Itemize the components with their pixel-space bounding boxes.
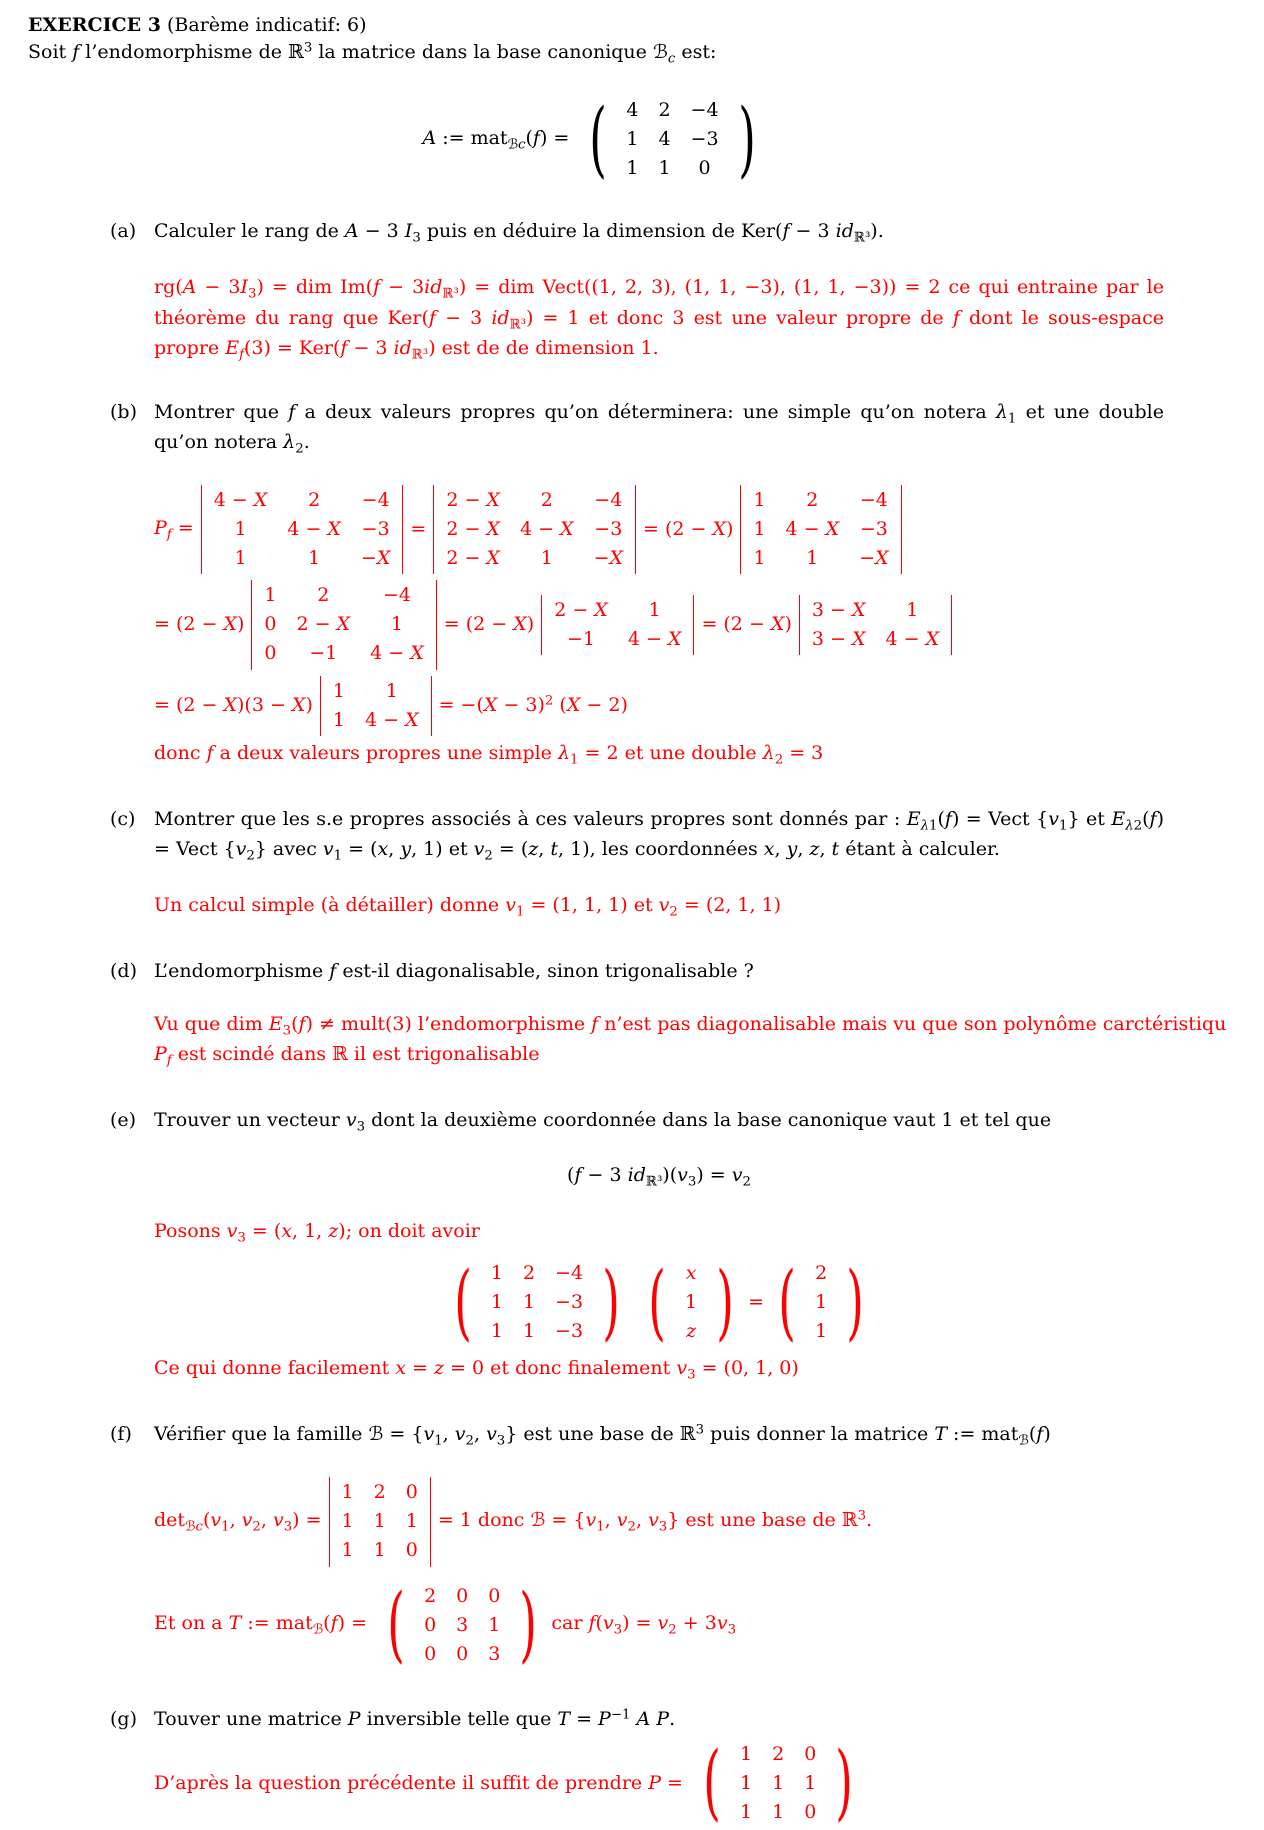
matrix-cell: −4 <box>382 584 411 607</box>
det-bar-icon <box>402 485 403 574</box>
display-equation-A <box>28 95 1164 184</box>
det-tail: = 1 donc ℬ = {$v_1$, $v_2$, $v_3$} est une base de ℝ$^3$. <box>437 1508 873 1535</box>
det-bar-icon <box>431 676 432 736</box>
matrix-cell: −4 <box>555 1261 584 1284</box>
matrix-cell: 1 <box>753 518 766 541</box>
matrix-cell: 1 <box>341 1510 354 1533</box>
char-poly-result: = $-(X - 3)^2$ (X − 2) <box>438 693 628 717</box>
left-paren-icon <box>454 1266 472 1340</box>
matrix-cell: 1 <box>772 1771 785 1794</box>
matrix-cell: 1 <box>234 547 247 570</box>
matrix-cell: 0 <box>488 1584 501 1607</box>
question-f-label: (f) <box>110 1423 132 1446</box>
matrix-cell: 4 − X <box>785 518 840 541</box>
answer-b-conclusion: donc f a deux valeurs propres une simple $\lambda_1 = 2$ et une double $\lambda_2 = 3$ <box>154 741 824 767</box>
matrix-cell: 4 − X <box>627 627 682 650</box>
factor-2-minus-X: = (2 − X) <box>701 613 792 636</box>
factor-2-minus-X: = (2 − X) <box>443 613 535 636</box>
matrix-cell: 2 <box>815 1261 828 1284</box>
right-paren-icon <box>846 1266 864 1340</box>
matrix-cell: 2 <box>658 99 671 122</box>
det-bar-icon <box>436 580 437 669</box>
vector-211 <box>771 1258 871 1347</box>
left-paren-icon <box>387 1588 405 1662</box>
determinant-3 <box>740 485 901 574</box>
matrix-cell: 4 − X <box>213 489 268 512</box>
matrix-cell: 1 <box>648 598 661 621</box>
question-b <box>110 399 1164 770</box>
matrix-cell: x <box>685 1261 697 1284</box>
question-e-label: (e) <box>110 1109 137 1132</box>
matrix-cell: 1 <box>626 128 639 151</box>
determinant-basis <box>329 1477 431 1566</box>
matrix-P <box>696 1739 860 1828</box>
answer-g <box>154 1739 1164 1828</box>
matrix-cell: 0 <box>405 1539 418 1562</box>
matrix-cell: 1 <box>341 1539 354 1562</box>
matrix-cell: 1 <box>264 584 277 607</box>
matrix-cell: 0 <box>804 1800 817 1823</box>
matrix-cell: 1 <box>685 1290 698 1313</box>
matrix-cell: 3 <box>488 1642 501 1665</box>
matrix-T <box>380 1581 544 1670</box>
left-paren-icon <box>778 1266 796 1340</box>
matrix-cell: −4 <box>859 489 888 512</box>
question-c <box>110 806 1164 922</box>
matrix-cell: 4 <box>626 99 639 122</box>
matrix-cell: 1 <box>332 708 345 731</box>
question-a-text: Calculer le rang de A − 3 $I_3$ puis en déduire la dimension de Ker(f − 3 $id_{ℝ^3}$). <box>154 220 884 246</box>
matrix-A-grid <box>614 95 730 184</box>
equals: = <box>410 518 427 541</box>
determinant-1 <box>201 485 404 574</box>
matrix-cell: 2 <box>308 489 321 512</box>
matrix-cell: −X <box>593 547 624 570</box>
answer-e-posons: Posons $v_3 = (x$, 1, z); on doit avoir <box>154 1219 480 1245</box>
matrix-cell: 3 − X <box>811 598 866 621</box>
answer-e-conclusion: Ce qui donne facilement x = z = 0 et donc finalement $v_3 = (0$, 1, 0) <box>154 1357 799 1383</box>
matrix-cell: 1 <box>488 1613 501 1636</box>
answer-f-T-line <box>154 1581 1164 1670</box>
left-paren-icon <box>648 1266 666 1340</box>
factor-product: = (2 − X)(3 − X) <box>154 694 313 717</box>
question-c-text: Montrer que les s.e propres associés à ces valeurs propres sont donnés par : $E_{\lambda 1}(f)$ = Vect $\{v_1\}$ et $E_{\lambda 2}(f)$ = Vect $\{v_2\}$ avec $v_1 = (x$, y, 1) et $v_2 = (z$, t, 1), les coordonnées x, y, z, t étant à calculer. <box>154 807 1164 864</box>
matrix-cell: 1 <box>522 1290 536 1313</box>
matrix-cell: −X <box>859 547 889 570</box>
answer-e <box>154 1218 1164 1385</box>
question-d <box>110 958 1227 1071</box>
matrix-cell: −X <box>360 547 391 570</box>
answer-c: Un calcul simple (à détailler) donne $v_1 = (1$, 1, 1) et $v_2 = (2$, 1, 1) <box>154 894 782 920</box>
exercise-header <box>28 12 1164 39</box>
answer-d-line-1: Vu que dim $E_3(f)$ ≠ mult(3) l’endomorphisme f n’est pas diagonalisable mais vu que son polynôme carctéristiqu <box>154 1013 1227 1039</box>
matrix-cell: 1 <box>522 1319 536 1342</box>
matrix-cell: −4 <box>594 489 623 512</box>
matrix-cell: 1 <box>806 547 819 570</box>
T-lead: Et on a T := mat$_ℬ$(f) = <box>154 1612 374 1638</box>
matrix-cell: 1 <box>373 1510 386 1533</box>
matrix-cell: 2 <box>424 1584 437 1607</box>
answer-f-det-line <box>154 1477 1164 1566</box>
matrix-cell: 0 <box>264 613 277 636</box>
matrix-cell: 1 <box>753 489 766 512</box>
matrix-cell: 2 − X <box>296 613 351 636</box>
matrix-cell: −3 <box>361 518 390 541</box>
matrix-cell: 0 <box>804 1742 817 1765</box>
matrix-cell: 2 − X <box>446 518 500 541</box>
factor-2-minus-X: = (2 − X) <box>154 613 245 636</box>
right-paren-icon <box>520 1588 538 1662</box>
matrix-cell: 0 <box>424 1613 437 1636</box>
matrix-A <box>582 95 762 184</box>
det-bar-icon <box>430 1477 431 1566</box>
matrix-cell: 1 <box>815 1290 828 1313</box>
matrix-cell: 1 <box>341 1481 354 1504</box>
char-poly-derivation <box>154 485 1164 770</box>
matrix-M <box>447 1258 627 1347</box>
matrix-cell: 1 <box>658 157 671 180</box>
matrix-cell: 1 <box>540 547 553 570</box>
matrix-cell: 2 <box>522 1261 536 1284</box>
question-g-text: Touver une matrice P inversible telle que $T = P^{-1}$ A P. <box>154 1707 676 1730</box>
determinant-5 <box>541 595 694 655</box>
equals: = <box>748 1290 765 1313</box>
determinant-2 <box>433 485 636 574</box>
matrix-cell: 2 − X <box>554 598 608 621</box>
question-g-label: (g) <box>110 1707 137 1730</box>
matrix-cell: −1 <box>309 642 338 665</box>
matrix-cell: −3 <box>859 518 888 541</box>
question-d-text: L’endomorphisme f est-il diagonalisable, sinon trigonalisable ? <box>154 960 754 983</box>
intro-text: Soit f l’endomorphisme de ℝ$^3$ la matrice dans la base canonique ℬ$_c$ est: <box>28 40 717 67</box>
question-e <box>110 1107 1164 1385</box>
matrix-cell: 1 <box>753 547 766 570</box>
question-a <box>110 218 1164 365</box>
question-g <box>110 1706 1164 1828</box>
answer-a: $rg(A - 3I_3)$ = dim $Im(f - 3id_{ℝ^3})$ = dim Vect((1, 2, 3), (1, 1, −3), (1, 1, −3)) = 2 ce qui entraine par le théorème du rang que Ker(f − 3 $id_{ℝ^3}) = 1$ et donc 3 est une valeur propre de f dont le sous-espace propre $E_f(3) = Ker(f - 3$ $id_{ℝ^3}$) est de de dimension 1. <box>154 276 1164 362</box>
matrix-cell: 1 <box>740 1742 753 1765</box>
char-poly-line-3 <box>154 676 1164 736</box>
matrix-cell: 4 − X <box>370 642 424 665</box>
matrix-cell: 2 <box>373 1481 386 1504</box>
matrix-cell: 0 <box>405 1481 418 1504</box>
matrix-cell: −4 <box>690 99 719 122</box>
matrix-cell: 0 <box>456 1642 469 1665</box>
determinant-4 <box>251 580 436 669</box>
matrix-cell: 1 <box>804 1771 817 1794</box>
left-paren-icon <box>590 103 608 177</box>
answer-d <box>154 1011 1227 1071</box>
right-paren-icon <box>602 1266 620 1340</box>
answer-g-lead: D’après la question précédente il suffit de prendre P = <box>154 1771 690 1794</box>
question-c-label: (c) <box>110 807 136 830</box>
matrix-cell: 2 <box>772 1742 785 1765</box>
matrix-cell: 1 <box>772 1800 785 1823</box>
question-b-label: (b) <box>110 400 137 423</box>
answer-f <box>154 1477 1164 1669</box>
matrix-cell: 4 − X <box>364 708 419 731</box>
matrix-cell: 2 − X <box>446 489 500 512</box>
matrix-cell: 1 <box>740 1771 753 1794</box>
det-bar-icon <box>635 485 636 574</box>
matrix-cell: −3 <box>594 518 623 541</box>
matrix-cell: 1 <box>405 1510 418 1533</box>
char-poly-line-2 <box>154 580 1164 669</box>
determinant-6 <box>799 595 952 655</box>
exercise-title: EXERCICE 3 <box>28 14 161 36</box>
question-e-text: Trouver un vecteur $v_3$ dont la deuxième coordonnée dans la base canonique vaut 1 et tel que <box>154 1109 1052 1135</box>
equation-f-minus-3id: (f − 3 $id_{ℝ^3})(v_3) = v_2$ <box>567 1163 751 1189</box>
equation-A-lead: A := mat$_{ℬc}$(f) = <box>422 126 576 152</box>
matrix-cell: z <box>686 1319 697 1342</box>
matrix-cell: 4 − X <box>885 627 940 650</box>
matrix-cell: 1 <box>332 679 345 702</box>
matrix-cell: −3 <box>690 128 719 151</box>
matrix-cell: 4 <box>658 128 671 151</box>
question-d-label: (d) <box>110 960 137 983</box>
matrix-cell: 2 <box>806 489 819 512</box>
det-bar-icon <box>951 595 952 655</box>
det-lead: $\det_{ℬc}(v_1$, $v_2$, $v_3$) = <box>154 1508 322 1535</box>
matrix-cell: 0 <box>424 1642 437 1665</box>
answer-d-line-2: $P_f$ est scindé dans ℝ il est trigonalisable <box>154 1043 540 1069</box>
factor-2-minus-X: = (2 − X) <box>643 518 734 541</box>
matrix-cell: 1 <box>490 1290 503 1313</box>
T-tail: car $f(v_3) = v_2 + 3v_3$ <box>551 1612 737 1638</box>
matrix-cell: 1 <box>906 598 919 621</box>
matrix-cell: −4 <box>361 489 390 512</box>
matrix-cell: −3 <box>555 1319 584 1342</box>
right-paren-icon <box>716 1266 734 1340</box>
matrix-cell: 1 <box>626 157 639 180</box>
matrix-cell: 0 <box>264 642 277 665</box>
matrix-cell: 1 <box>815 1319 828 1342</box>
matrix-equation-e <box>154 1258 1164 1347</box>
matrix-cell: 1 <box>385 679 398 702</box>
matrix-cell: 1 <box>234 518 247 541</box>
matrix-cell: 0 <box>456 1584 469 1607</box>
matrix-cell: 2 <box>540 489 553 512</box>
matrix-cell: 1 <box>373 1539 386 1562</box>
matrix-cell: 1 <box>390 613 403 636</box>
right-paren-icon <box>835 1746 853 1820</box>
matrix-cell: 0 <box>698 157 711 180</box>
matrix-cell: 4 − X <box>287 518 341 541</box>
matrix-cell: −3 <box>555 1290 584 1313</box>
question-b-text: Montrer que f a deux valeurs propres qu’on déterminera: une simple qu’on notera $\lambda_1$ et une double qu’on notera $\lambda_2$. <box>154 400 1164 457</box>
matrix-cell: 4 − X <box>519 518 574 541</box>
question-a-label: (a) <box>110 220 137 243</box>
matrix-cell: 2 <box>317 584 330 607</box>
matrix-cell: 1 <box>490 1261 503 1284</box>
pf-lead: $P_f$ = <box>154 516 194 542</box>
matrix-cell: −1 <box>566 627 595 650</box>
det-bar-icon <box>901 485 902 574</box>
matrix-cell: 2 − X <box>446 547 500 570</box>
question-f-text: Vérifier que la famille ℬ = {$v_1$, $v_2$, $v_3$} est une base de ℝ$^3$ puis donner la matrice T := mat$_ℬ$(f) <box>154 1422 1051 1449</box>
left-paren-icon <box>703 1746 721 1820</box>
matrix-cell: 3 − X <box>811 627 866 650</box>
matrix-cell: 1 <box>308 547 321 570</box>
right-paren-icon <box>738 103 756 177</box>
char-poly-line-1 <box>154 485 1164 574</box>
determinant-7 <box>320 676 432 736</box>
matrix-cell: 1 <box>490 1319 503 1342</box>
vector-x1z <box>641 1258 741 1347</box>
det-bar-icon <box>693 595 694 655</box>
matrix-cell: 1 <box>740 1800 753 1823</box>
matrix-cell: 3 <box>456 1613 469 1636</box>
exercise-meta: (Barème indicatif: 6) <box>160 14 367 36</box>
question-f <box>110 1421 1164 1670</box>
